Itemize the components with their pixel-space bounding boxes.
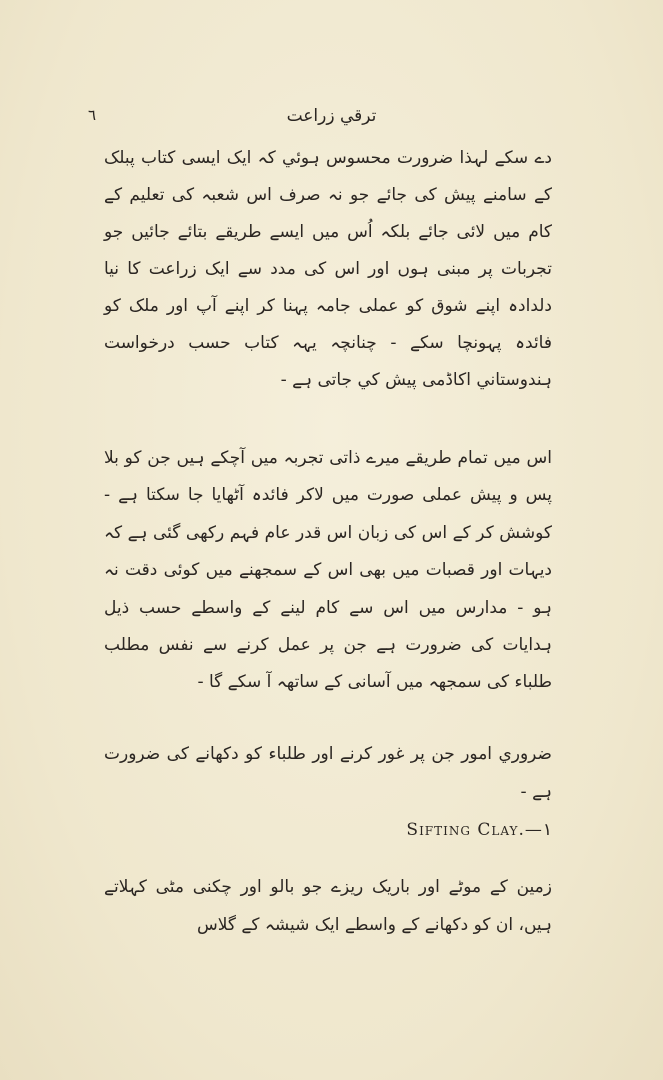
page-number: ٦ [88, 106, 97, 124]
section-paragraph: زمین کے موٹے اور باریک ریزے جو بالو اور چکنی مٹی کہلاتے ہیں، ان کو دکھانے کے واسطے ایک شیشہ کے گلاس [104, 877, 552, 935]
paragraph-1: دے سکے لہذا ضرورت محسوس ہوئي کہ ایک ایسی کتاب پبلک کے سامنے پیش کی جائے جو نہ صرف اس شعبہ کی تعلیم کے کام میں لائی جائے بلکہ اُس میں ایسے طریقے بتائے جائیں جو تجربات پر مبنی ہوں اور اس کی مدد سے ایک زراعت کا نیا دلدادہ اپنے شوق کو عملی جامہ پہنا کر اپنے آپ اور ملک کو فائدہ پہونچا سکے - چنانچہ یہہ کتاب حسب درخواست ہندوستاني اکاڈمی پیش کي جاتی ہے - [104, 148, 552, 390]
paragraph-3: ضروري امور جن پر غور کرنے اور طلباء کو دکھانے کی ضرورت ہے - [104, 744, 552, 802]
page-header [0, 104, 663, 134]
running-title: ترقي زراعت [286, 106, 377, 126]
paragraph-2: اس میں تمام طریقے میرے ذاتی تجربہ میں آچکے ہیں جن کو بلا پس و پیش عملی صورت میں لاکر فائدہ آٹھایا جا سکتا ہے - کوشش کر کے اس کی زبان اس قدر عام فہم رکھی گئی ہے کہ دیہات اور قصبات میں بھی اس کے سمجھنے میں کوئی دقت نہ ہو - مدارس میں اس سے کام لینے کے واسطے حسب ذیل ہدایات کی ضرورت ہے جن پر عمل کرنے سے نفس مطلب طلباء کی سمجھہ میں آسانی کے ساتھہ آ سکے گا - [104, 448, 552, 693]
section-heading: Sifting Clay.—١ [406, 820, 552, 840]
